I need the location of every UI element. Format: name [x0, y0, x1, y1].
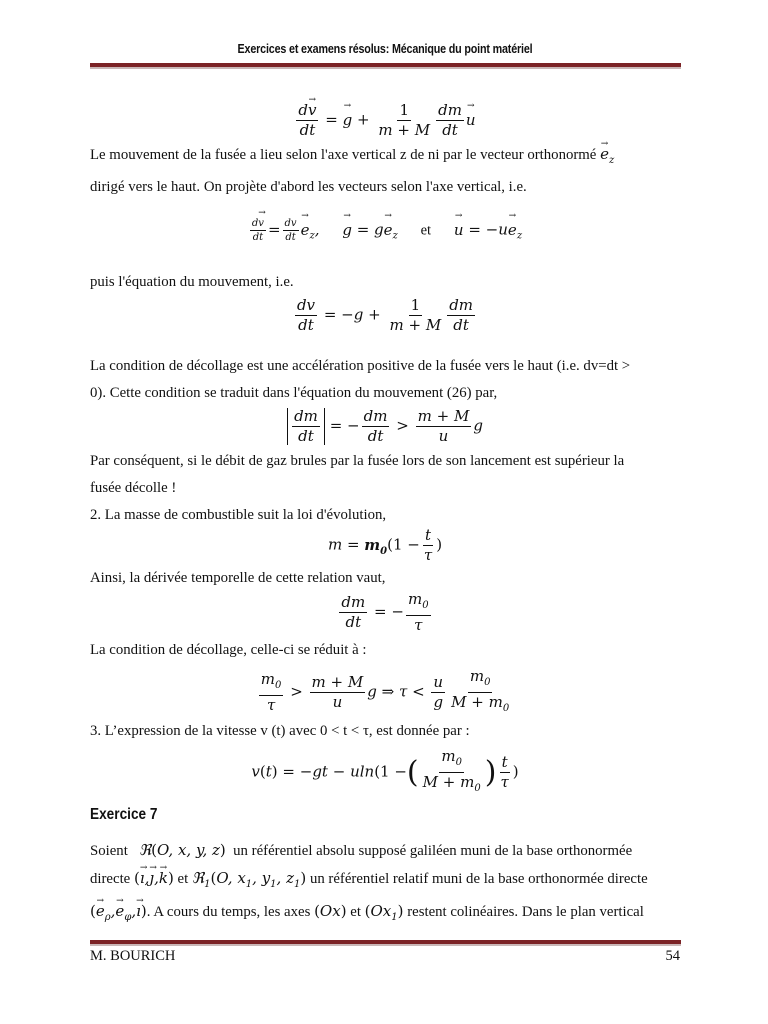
- paragraph-motion-axis: Le mouvement de la fusée a lieu selon l'axe vertical z de ni par le vecteur orthonormé $e \to_z$ dirigé vers le haut. On projète d'abord les vecteurs selon l'axe vertical, i.e.: [90, 141, 680, 201]
- page-number: 54: [665, 948, 680, 964]
- paragraph-equation-of-motion: puis l'équation du mouvement, i.e.: [90, 274, 294, 290]
- equation-projections: $\frac{dv \to}{dt}$ = $\frac{dv}{dt}$ $e \to_z$, g → = ge $\to_z$ et u → = $-ue \to_z$: [90, 218, 680, 243]
- paragraph-liftoff-condition: La condition de décollage est une accélération positive de la fusée vers le haut (i.e. dv=dt > 0). Cette condition se traduit dans l'équation du mouvement (26) par,: [90, 358, 631, 401]
- equation-tau-condition: $\frac{m_0}{\tau}$ > $\frac{m + M}{u}$ g ⇒ τ < $\frac{u}{g}$ $\frac{m_0}{M + m_0}$: [260, 667, 510, 714]
- equation-liftoff-inequality: $\frac{dm}{dt}$ = − $\frac{dm}{dt}$ > $\frac{m + M}{u}$ g: [90, 408, 680, 445]
- equation-mass-law: $m = m_0(1$ − $\frac{t}{\tau}$ ): [327, 526, 443, 564]
- paragraph-velocity-expression: 3. L’expression de la vitesse v (t) avec 0 < t < τ, est donnée par :: [90, 723, 470, 739]
- equation-mass-derivative: $\frac{dm}{dt}$ = − $\frac{m_0}{\tau}$: [341, 590, 429, 634]
- paragraph-exercise-statement: Soient ℜ(O, x, y, z) un référentiel absolu supposé galiléen muni de la base orthonormée directe (ı →,ȷ →,k →) et ℜ$_1$(O, $x_1$, $y_1$, $z_1$) un référentiel relatif muni de la base orthonormée directe ($e \to_\rho,e$ $\to_\varphi,ı$ →). A cours du temps, les axes (Ox) et $(Ox_1)$ restent colinéaires. Dans le plan vertical: [90, 837, 680, 931]
- footer-author: M. BOURICH: [90, 948, 176, 964]
- running-header-title: Exercices et examens résolus: Mécanique du point matériel: [237, 42, 533, 56]
- paragraph-consequence: Par conséquent, si le débit de gaz brules par la fusée lors de son lancement est supérieur la fusée décolle ! 2. La masse de combustible suit la loi d'évolution,: [90, 453, 625, 523]
- equation-of-motion: $\frac{dv}{dt}$ = −g + $\frac{1}{m + M}$ $\frac{dm}{dt}$: [296, 296, 474, 334]
- paragraph-derivative: Ainsi, la dérivée temporelle de cette relation vaut,: [90, 570, 386, 586]
- footer-rule: [90, 940, 681, 944]
- equation-rocket-dynamics: $\frac{dv \to}{dt}$ = g → + $\frac{1}{m + M}$ $\frac{dm}{dt}$ u →: [90, 102, 680, 139]
- header-rule: [90, 63, 681, 67]
- equation-velocity: v(t) = −gt − uln(1 −( $\frac{m_0}{M + m_0}$ ) $\frac{t}{\tau}$ ): [251, 747, 519, 794]
- exercise-title: Exercice 7: [90, 806, 158, 823]
- paragraph-reduced-condition: La condition de décollage, celle-ci se réduit à :: [90, 642, 367, 658]
